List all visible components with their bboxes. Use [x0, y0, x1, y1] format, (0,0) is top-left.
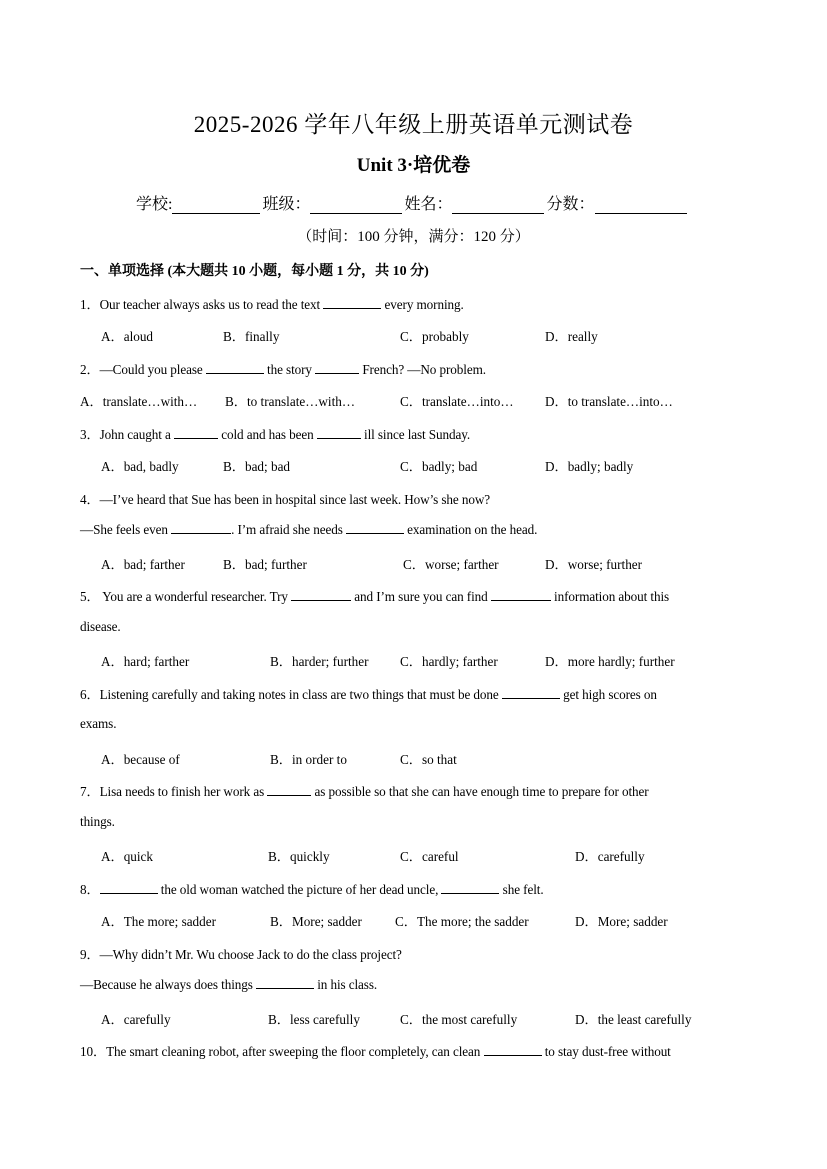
question-6-line-1 [80, 684, 657, 703]
question-4-option-C[interactable]: C．worse; farther [403, 557, 499, 572]
question-text: French? —No problem. [359, 362, 486, 377]
question-4-line-1 [80, 489, 490, 508]
question-text: to stay dust-free without [541, 1044, 671, 1059]
answer-blank[interactable] [171, 521, 231, 534]
question-3-option-A[interactable]: A．bad, badly [101, 459, 179, 474]
question-text: examination on the head. [403, 522, 538, 537]
answer-blank[interactable] [267, 783, 311, 796]
question-5-option-A[interactable]: A．hard; farther [101, 654, 190, 669]
answer-blank[interactable] [174, 426, 218, 439]
answer-blank[interactable] [491, 588, 551, 601]
class-field[interactable] [310, 195, 402, 214]
question-text: things. [80, 814, 115, 829]
question-4-option-A[interactable]: A．bad; farther [101, 557, 185, 572]
question-text: 3．John caught a [80, 427, 174, 442]
answer-blank[interactable] [315, 361, 359, 374]
question-text: she felt. [499, 882, 544, 897]
answer-blank[interactable] [484, 1043, 542, 1056]
score-label: 分数： [546, 196, 595, 213]
answer-blank[interactable] [317, 426, 361, 439]
name-field[interactable] [452, 195, 544, 214]
question-text: 7．Lisa needs to finish her work as [80, 784, 268, 799]
question-7-option-A[interactable]: A．quick [101, 849, 154, 864]
question-text: the story [263, 362, 316, 377]
student-info-row [136, 191, 689, 214]
question-5-line-1 [80, 586, 669, 605]
question-9-option-C[interactable]: C．the most carefully [400, 1012, 518, 1027]
page-subtitle: Unit 3·培优卷 [356, 155, 471, 176]
question-7-option-B[interactable]: B．quickly [268, 849, 330, 864]
question-4-line-2 [80, 521, 537, 538]
school-field[interactable] [172, 195, 260, 214]
question-text: the old woman watched the picture of her dead uncle, [157, 882, 442, 897]
question-3-option-D[interactable]: D．badly; badly [545, 459, 634, 474]
question-5-option-C[interactable]: C．hardly; farther [400, 654, 498, 669]
question-7-line-1 [80, 781, 649, 800]
question-6-line-2 [80, 716, 116, 732]
question-text: information about this [550, 589, 670, 604]
question-9-option-B[interactable]: B．less carefully [268, 1012, 360, 1027]
question-1-option-B[interactable]: B．finally [223, 329, 280, 344]
question-7-option-D[interactable]: D．carefully [575, 849, 645, 864]
question-text: disease. [80, 619, 121, 634]
class-label: 班级： [262, 196, 311, 213]
question-5-option-B[interactable]: B．harder; further [270, 654, 369, 669]
question-4-option-D[interactable]: D．worse; further [545, 557, 643, 572]
question-text: 8． [80, 882, 100, 897]
answer-blank[interactable] [441, 881, 499, 894]
question-text: 1．Our teacher always asks us to read the text [80, 297, 324, 312]
answer-blank[interactable] [346, 521, 404, 534]
question-5-option-D[interactable]: D．more hardly; further [545, 654, 675, 669]
question-text: cold and has been [218, 427, 317, 442]
question-text: get high scores on [559, 687, 657, 702]
question-2-option-C[interactable]: C．translate…into… [400, 394, 514, 409]
question-text: every morning. [381, 297, 464, 312]
question-8-option-A[interactable]: A．The more; sadder [101, 914, 216, 929]
question-text: 9．—Why didn’t Mr. Wu choose Jack to do the class project? [80, 947, 402, 962]
question-text: as possible so that she can have enough time to prepare for other [311, 784, 649, 799]
question-8-option-C[interactable]: C．The more; the sadder [395, 914, 529, 929]
question-6-option-B[interactable]: B．in order to [270, 752, 347, 767]
question-7-line-2 [80, 814, 115, 830]
question-text: —She feels even [80, 522, 172, 537]
question-8-option-B[interactable]: B．More; sadder [270, 914, 362, 929]
question-2-option-A[interactable]: A．translate…with… [80, 394, 198, 409]
question-text: and I’m sure you can find [351, 589, 491, 604]
question-text: in his class. [314, 977, 378, 992]
question-9-line-1 [80, 944, 402, 963]
question-text: ill since last Sunday. [360, 427, 471, 442]
school-label: 学校: [136, 196, 173, 213]
page-title: 2025-2026 学年八年级上册英语单元测试卷 [193, 112, 634, 137]
question-2-option-B[interactable]: B．to translate…with… [225, 394, 356, 409]
question-8-line-1 [80, 879, 544, 898]
answer-blank[interactable] [256, 976, 314, 989]
question-text: . I’m afraid she needs [231, 522, 346, 537]
question-text: 4．—I’ve heard that Sue has been in hospital since last week. How’s she now? [80, 492, 490, 507]
question-1-option-D[interactable]: D．really [545, 329, 598, 344]
question-text: —Because he always does things [80, 977, 256, 992]
question-text: 2．—Could you please [80, 362, 206, 377]
question-9-line-2 [80, 976, 377, 993]
question-1-line-1 [80, 294, 464, 313]
question-9-option-D[interactable]: D．the least carefully [575, 1012, 692, 1027]
question-8-option-D[interactable]: D．More; sadder [575, 914, 668, 929]
time-note: （时间：100 分钟，满分：120 分） [297, 229, 530, 245]
question-2-line-1 [80, 359, 486, 378]
answer-blank[interactable] [502, 686, 560, 699]
question-7-option-C[interactable]: C．careful [400, 849, 459, 864]
question-3-option-C[interactable]: C．badly; bad [400, 459, 478, 474]
question-text: exams. [80, 716, 117, 731]
question-text: 6．Listening carefully and taking notes in class are two things that must be done [80, 687, 502, 702]
question-4-option-B[interactable]: B．bad; further [223, 557, 307, 572]
question-5-line-2 [80, 619, 121, 635]
answer-blank[interactable] [291, 588, 351, 601]
answer-blank[interactable] [100, 881, 158, 894]
question-9-option-A[interactable]: A．carefully [101, 1012, 171, 1027]
question-3-option-B[interactable]: B．bad; bad [223, 459, 291, 474]
question-3-line-1 [80, 424, 470, 443]
question-1-option-C[interactable]: C．probably [400, 329, 469, 344]
answer-blank[interactable] [206, 361, 264, 374]
question-text: 5． You are a wonderful researcher. Try [80, 589, 292, 604]
question-1-option-A[interactable]: A．aloud [101, 329, 154, 344]
answer-blank[interactable] [323, 296, 381, 309]
name-label: 姓名： [404, 196, 453, 213]
section-title: 一、单项选择 (本大题共 10 小题，每小题 1 分，共 10 分) [80, 264, 429, 279]
question-6-option-A[interactable]: A．because of [101, 752, 180, 767]
question-text: 10．The smart cleaning robot, after sweeping the floor completely, can clean [80, 1044, 484, 1059]
question-6-option-C[interactable]: C．so that [400, 752, 457, 767]
question-2-option-D[interactable]: D．to translate…into… [545, 394, 673, 409]
question-10-line-1 [80, 1041, 671, 1060]
score-field[interactable] [595, 195, 687, 214]
